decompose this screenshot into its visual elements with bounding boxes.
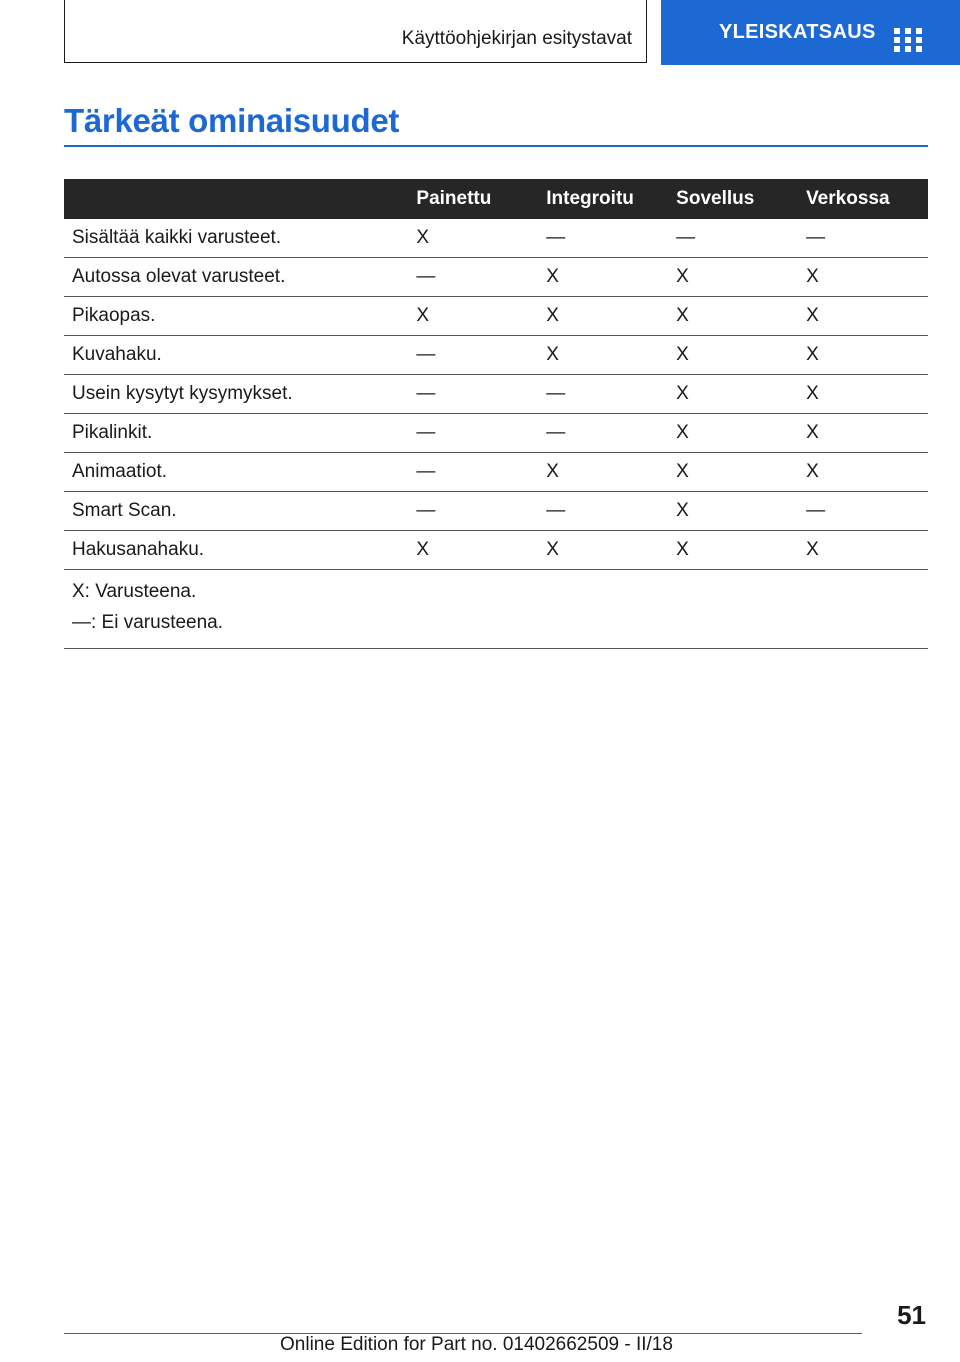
value-cell: X	[408, 531, 538, 570]
value-cell: X	[538, 336, 668, 375]
feature-cell: Smart Scan.	[64, 492, 408, 531]
table-row	[64, 531, 928, 570]
value-cell: X	[668, 258, 798, 297]
value-cell: X	[798, 531, 928, 570]
value-cell: —	[408, 375, 538, 414]
table-row	[64, 219, 928, 258]
table-row	[64, 414, 928, 453]
grid-icon[interactable]	[894, 28, 922, 52]
legend-available: X: Varusteena.	[72, 581, 197, 602]
table-row	[64, 453, 928, 492]
table-row	[64, 375, 928, 414]
value-cell: X	[798, 258, 928, 297]
feature-cell: Pikalinkit.	[64, 414, 408, 453]
value-cell: X	[668, 375, 798, 414]
value-cell: —	[538, 414, 668, 453]
value-cell: —	[798, 492, 928, 531]
value-cell: X	[668, 336, 798, 375]
feature-cell: Kuvahaku.	[64, 336, 408, 375]
value-cell: —	[538, 375, 668, 414]
feature-cell: Animaatiot.	[64, 453, 408, 492]
value-cell: X	[668, 414, 798, 453]
value-cell: X	[668, 492, 798, 531]
value-cell: X	[538, 297, 668, 336]
table-row	[64, 258, 928, 297]
page-number: 51	[897, 1300, 926, 1330]
table-row	[64, 297, 928, 336]
value-cell: X	[408, 219, 538, 258]
table-header-row	[64, 179, 928, 219]
column-header: Sovellus	[676, 188, 755, 209]
value-cell: X	[798, 297, 928, 336]
legend-row	[64, 570, 928, 649]
column-header: Painettu	[416, 188, 492, 209]
section-title: Käyttöohjekirjan esitystavat	[401, 28, 632, 49]
feature-cell: Autossa olevat varusteet.	[64, 258, 408, 297]
value-cell: X	[798, 414, 928, 453]
value-cell: —	[408, 336, 538, 375]
features-table	[64, 179, 928, 649]
feature-cell: Pikaopas.	[64, 297, 408, 336]
value-cell: X	[668, 531, 798, 570]
value-cell: —	[408, 258, 538, 297]
value-cell: X	[798, 375, 928, 414]
edition-text: Online Edition for Part no. 01402662509 - II/18	[280, 1334, 673, 1355]
value-cell: —	[408, 414, 538, 453]
legend-cell	[64, 570, 928, 649]
chapter-label: YLEISKATSAUS	[719, 21, 876, 43]
feature-cell: Sisältää kaikki varusteet.	[64, 219, 408, 258]
title-divider	[64, 145, 928, 147]
value-cell: —	[408, 453, 538, 492]
value-cell: X	[538, 453, 668, 492]
value-cell: X	[668, 297, 798, 336]
value-cell: —	[538, 492, 668, 531]
chapter-tab[interactable]	[661, 0, 960, 65]
value-cell: —	[668, 219, 798, 258]
value-cell: —	[538, 219, 668, 258]
value-cell: X	[408, 297, 538, 336]
feature-cell: Hakusanahaku.	[64, 531, 408, 570]
table-row	[64, 492, 928, 531]
table-row	[64, 336, 928, 375]
value-cell: X	[538, 531, 668, 570]
column-header: Verkossa	[806, 188, 890, 209]
value-cell: X	[798, 336, 928, 375]
column-header	[64, 179, 408, 219]
value-cell: X	[668, 453, 798, 492]
value-cell: —	[798, 219, 928, 258]
value-cell: X	[538, 258, 668, 297]
feature-cell: Usein kysytyt kysymykset.	[64, 375, 408, 414]
column-header: Integroitu	[546, 188, 634, 209]
legend-not-available: —: Ei varusteena.	[72, 612, 224, 633]
section-header	[64, 0, 647, 63]
value-cell: —	[408, 492, 538, 531]
value-cell: X	[798, 453, 928, 492]
page-title: Tärkeät ominaisuudet	[64, 102, 400, 139]
